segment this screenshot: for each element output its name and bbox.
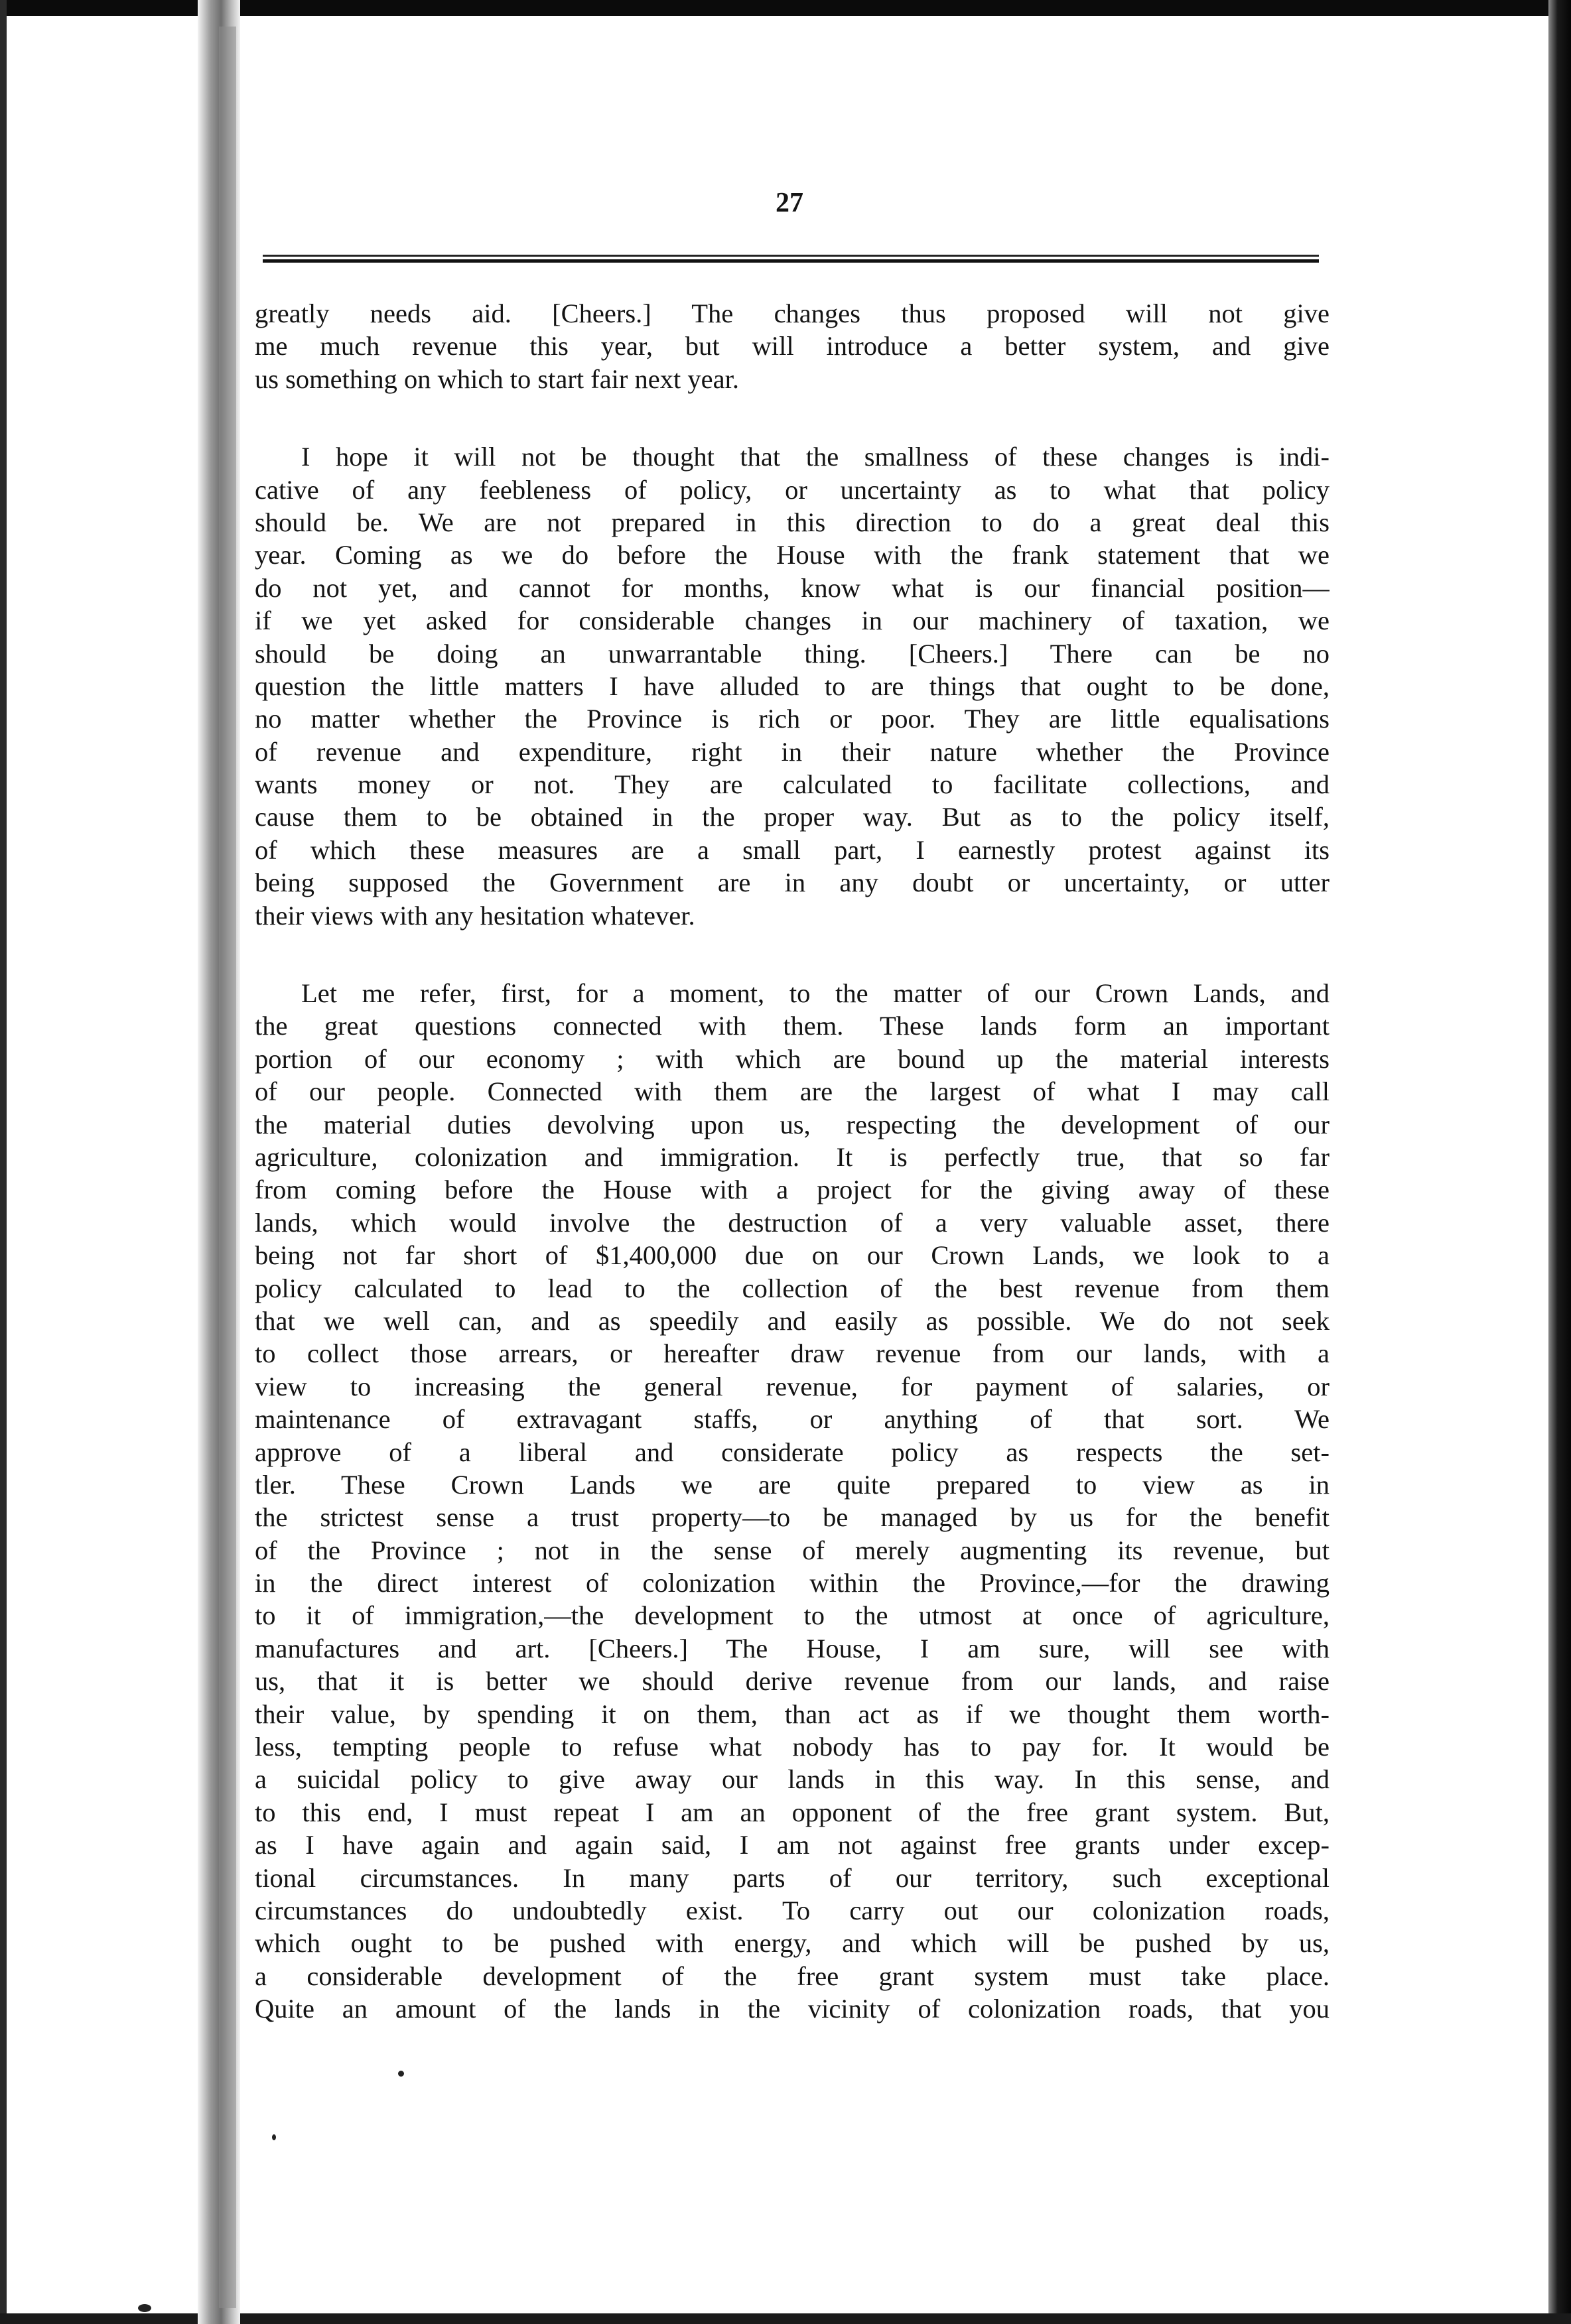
text-line: of the Province ; not in the sense of merely augmenting its revenue, but — [255, 1535, 1330, 1565]
text-line: that we well can, and as speedily and easily as possible. We do not seek — [255, 1305, 1330, 1336]
text-line: the material duties devolving upon us, respecting the development of our — [255, 1109, 1330, 1139]
text-line: of which these measures are a small part, I earnestly protest against its — [255, 834, 1330, 865]
ink-speck — [398, 2071, 404, 2077]
paragraph — [255, 297, 1330, 395]
text-line: approve of a liberal and considerate policy as respects the set- — [255, 1437, 1330, 1467]
text-line: no matter whether the Province is rich or poor. They are little equalisations — [255, 704, 1330, 734]
text-line: if we yet asked for considerable changes in our machinery of taxation, we — [255, 606, 1330, 636]
text-line: us, that it is better we should derive revenue from our lands, and raise — [255, 1666, 1330, 1697]
text-line: view to increasing the general revenue, for payment of salaries, or — [255, 1371, 1330, 1401]
text-line: tional circumstances. In many parts of our territory, such exceptional — [255, 1862, 1330, 1893]
text-line: to collect those arrears, or hereafter draw revenue from our lands, with a — [255, 1338, 1330, 1369]
text-line: a considerable development of the free grant system must take place. — [255, 1961, 1330, 1991]
text-line: in the direct interest of colonization within the Province,—for the drawing — [255, 1568, 1330, 1598]
text-line: question the little matters I have alluded to are things that ought to be done, — [255, 671, 1330, 701]
text-line: wants money or not. They are calculated to facilitate collections, and — [255, 769, 1330, 800]
text-line: of revenue and expenditure, right in their nature whether the Province — [255, 736, 1330, 767]
text-line: cative of any feebleness of policy, or uncertainty as to what that policy — [255, 474, 1330, 505]
text-line: cause them to be obtained in the proper way. But as to the policy itself, — [255, 802, 1330, 832]
text-line: less, tempting people to refuse what nobody has to pay for. It would be — [255, 1732, 1330, 1762]
text-line: lands, which would involve the destruction of a very valuable asset, there — [255, 1207, 1330, 1238]
page-number: 27 — [776, 188, 803, 218]
text-line: agriculture, colonization and immigration. It is perfectly true, that so far — [255, 1141, 1330, 1172]
paragraph-gap — [255, 932, 1330, 977]
ink-speck — [272, 2134, 276, 2140]
text-line: maintenance of extravagant staffs, or anything of that sort. We — [255, 1404, 1330, 1435]
text-line: portion of our economy ; with which are bound up the material interests — [255, 1043, 1330, 1074]
text-line: the great questions connected with them. These lands form an important — [255, 1011, 1330, 1041]
header-rule — [263, 255, 1319, 264]
text-line: us something on which to start fair next year. — [255, 363, 739, 394]
page-gutter-shadow — [219, 27, 236, 2308]
text-line: manufactures and art. [Cheers.] The House, I am sure, will see with — [255, 1633, 1330, 1663]
text-line: year. Coming as we do before the House with the frank statement that we — [255, 540, 1330, 570]
text-line: as I have again and again said, I am not against free grants under excep- — [255, 1830, 1330, 1860]
text-line: to it of immigration,—the development to the utmost at once of agriculture, — [255, 1600, 1330, 1631]
text-line: a suicidal policy to give away our lands in this way. In this sense, and — [255, 1764, 1330, 1795]
paragraph — [255, 977, 1330, 2026]
main-text-column — [255, 297, 1330, 2026]
paragraph-gap — [255, 395, 1330, 440]
text-line: policy calculated to lead to the collection of the best revenue from them — [255, 1273, 1330, 1303]
text-line: which ought to be pushed with energy, and which will be pushed by us, — [255, 1928, 1330, 1959]
ink-speck — [138, 2304, 151, 2312]
text-line: to this end, I must repeat I am an opponent of the free grant system. But, — [255, 1797, 1330, 1827]
text-line: their views with any hesitation whatever. — [255, 900, 695, 931]
text-line: circumstances do undoubtedly exist. To carry out our colonization roads, — [255, 1895, 1330, 1925]
text-line: of our people. Connected with them are the largest of what I may call — [255, 1076, 1330, 1107]
scan-border-left — [0, 0, 7, 2324]
text-line: being not far short of $1,400,000 due on our Crown Lands, we look to a — [255, 1240, 1330, 1271]
text-line: should be doing an unwarrantable thing. [Cheers.] There can be no — [255, 638, 1330, 669]
text-line: from coming before the House with a project for the giving away of these — [255, 1175, 1330, 1205]
text-line: the strictest sense a trust property—to be managed by us for the benefit — [255, 1502, 1330, 1533]
text-line: being supposed the Government are in any doubt or uncertainty, or utter — [255, 868, 1330, 898]
text-line: I hope it will not be thought that the smallness of these changes is indi- — [301, 442, 1330, 472]
text-line: Quite an amount of the lands in the vicinity of colonization roads, that you — [255, 1994, 1330, 2024]
text-line: do not yet, and cannot for months, know what is our financial position— — [255, 572, 1330, 603]
text-line: me much revenue this year, but will introduce a better system, and give — [255, 331, 1330, 361]
text-line: tler. These Crown Lands we are quite prepared to view as in — [255, 1469, 1330, 1500]
text-line: Let me refer, first, for a moment, to the matter of our Crown Lands, and — [301, 978, 1330, 1009]
text-line: their value, by spending it on them, than act as if we thought them worth- — [255, 1699, 1330, 1729]
text-line: greatly needs aid. [Cheers.] The changes thus proposed will not give — [255, 298, 1330, 328]
paragraph — [255, 440, 1330, 932]
scan-border-right — [1548, 0, 1571, 2324]
text-line: should be. We are not prepared in this direction to do a great deal this — [255, 507, 1330, 537]
